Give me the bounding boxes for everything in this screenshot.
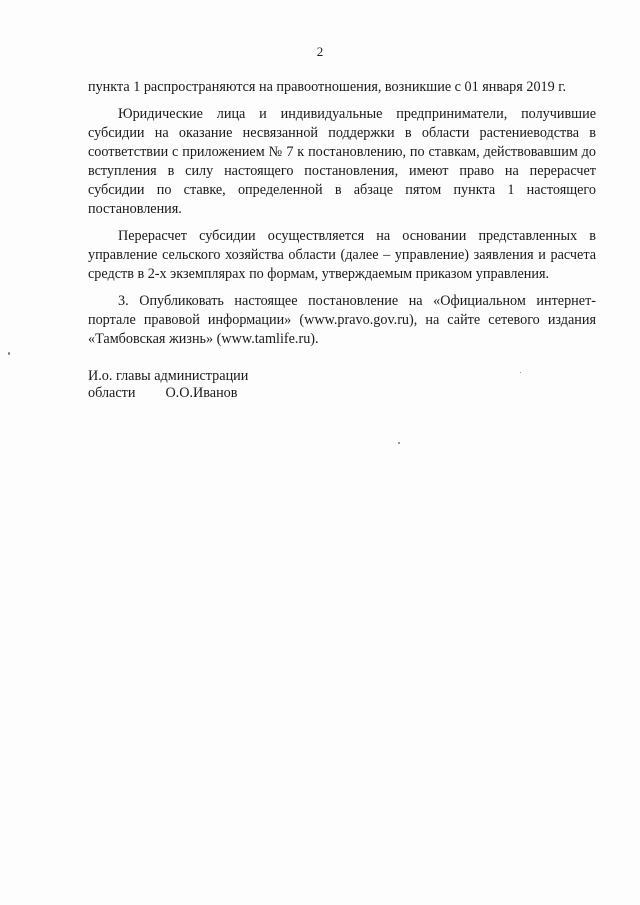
scan-speck xyxy=(8,352,10,355)
signatory-name: О.О.Иванов xyxy=(165,385,238,401)
paragraph-legal-entities: Юридические лица и индивидуальные предприниматели, получившие субсидии на оказание несвязанной поддержки в области растениеводства в соответствии с приложением № 7 к постановлению, по ставкам, действовавшим до вступления в силу настоящего постановления, имеют право на перерасчет субсидии по ставке, определенной в абзаце пятом пункта 1 настоящего постановления. xyxy=(88,106,596,217)
paragraph-recalculation: Перерасчет субсидии осуществляется на основании представленных в управление сельского хозяйства области (далее – управление) заявления и расчета средств в 2-х экземплярах по формам, утверждаемым приказом управления. xyxy=(88,228,596,282)
page-number: 2 xyxy=(316,44,324,59)
scan-speck xyxy=(398,442,400,444)
signature-title-line2: области xyxy=(88,385,136,401)
signature-title-line1: И.о. главы администрации xyxy=(88,368,249,384)
signature-title-line2-row xyxy=(88,385,248,402)
paragraph-publish: 3. Опубликовать настоящее постановление на «Официальном интернет-портале правовой информации» (www.pravo.gov.ru), на сайте сетевого издания «Тамбовская жизнь» (www.tamlife.ru). xyxy=(88,293,596,347)
scan-speck xyxy=(520,372,521,373)
document-body xyxy=(88,78,596,357)
paragraph-continuation: пункта 1 распространяются на правоотношения, возникшие с 01 января 2019 г. xyxy=(88,79,567,95)
signature-block xyxy=(88,368,248,402)
